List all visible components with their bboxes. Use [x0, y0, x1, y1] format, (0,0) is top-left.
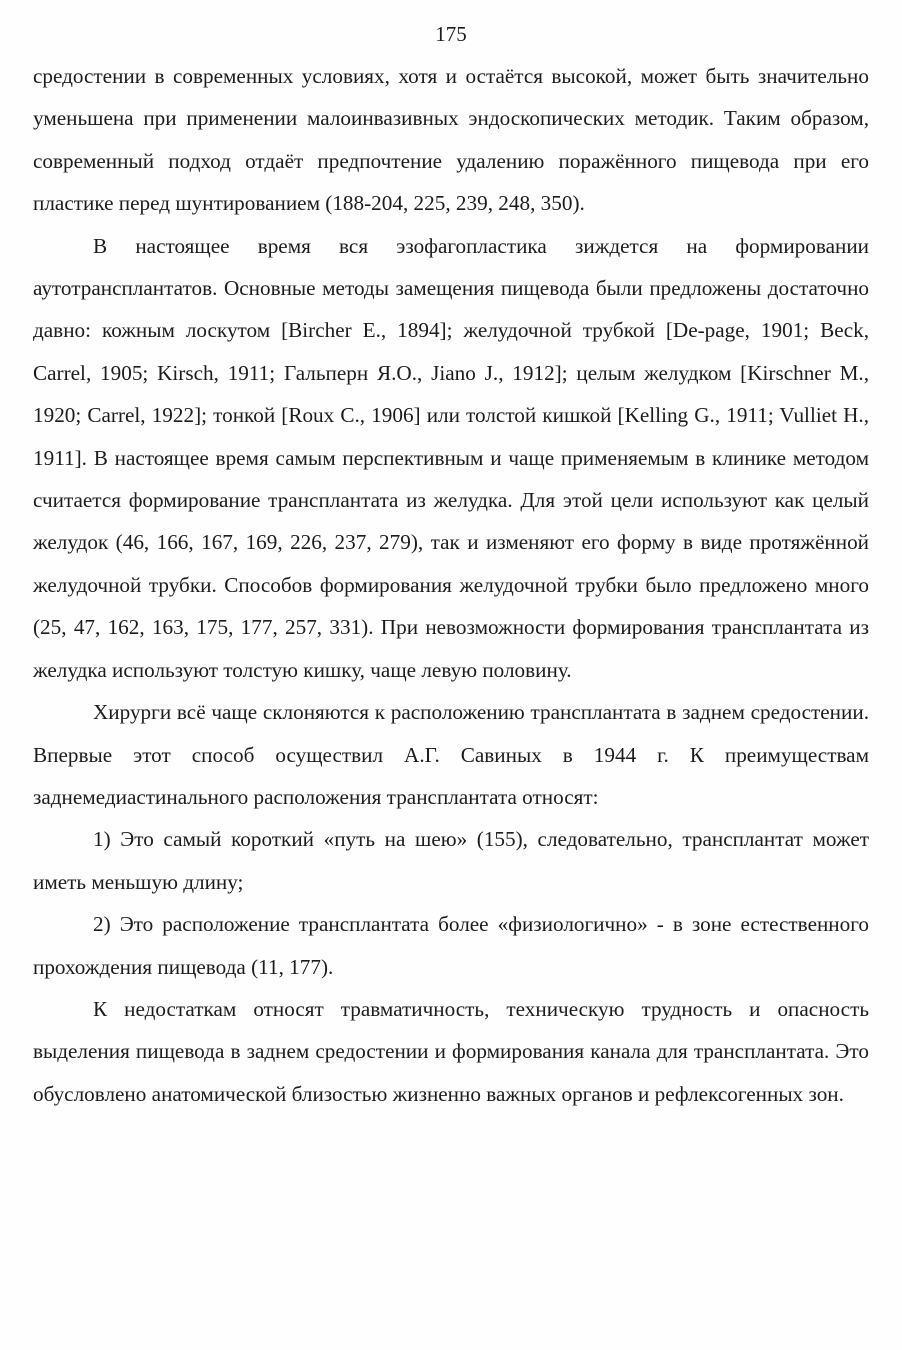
list-item-advantage-1: 1) Это самый короткий «путь на шею» (155), следовательно, трансплантат может иметь меньшую длину; [33, 827, 869, 894]
paragraph-posterior-mediastinum: Хирурги всё чаще склоняются к расположению трансплантата в заднем средостении. Впервые этот способ осуществил А.Г. Савиных в 1944 г. К преимуществам заднемедиастинального расположения трансплантата относят: [33, 700, 869, 809]
page-number: 175 [435, 22, 467, 46]
paragraph-esophagoplasty-methods: В настоящее время вся эзофагопластика зиждется на формировании аутотрансплантатов. Основные методы замещения пищевода были предложены достаточно давно: кожным лоскутом [Bircher E., 1894]; желудочной трубкой [De-page, 1901; Beck, Carrel, 1905; Kirsch, 1911; Гальперн Я.О., Jiano J., 1912]; целым желудком [Kirschner M., 1920; Carrel, 1922]; тонкой [Roux C., 1906] или толстой кишкой [Kelling G., 1911; Vulliet H., 1911]. В настоящее время самым перспективным и чаще применяемым в клинике методом считается формирование трансплантата из желудка. Для этой цели используют как целый желудок (46, 166, 167, 169, 226, 237, 279), так и изменяют его форму в виде протяжённой желудочной трубки. Способов формирования желудочной трубки было предложено много (25, 47, 162, 163, 175, 177, 257, 331). При невозможности формирования трансплантата из желудка используют толстую кишку, чаще левую половину. [33, 233, 869, 682]
document-body [33, 55, 869, 1115]
paragraph-continuation: средостении в современных условиях, хотя и остаётся высокой, может быть значительно уменьшена при применении малоинвазивных эндоскопических методик. Таким образом, современный подход отдаёт предпочтение удалению поражённого пищевода при его пластике перед шунтированием (188-204, 225, 239, 248, 350). [33, 64, 869, 216]
paragraph-disadvantages: К недостаткам относят травматичность, техническую трудность и опасность выделения пищевода в заднем средостении и формирования канала для трансплантата. Это обусловлено анатомической близостью жизненно важных органов и рефлексогенных зон. [33, 996, 869, 1106]
list-item-advantage-2: 2) Это расположение трансплантата более «физиологично» - в зоне естественного прохождения пищевода (11, 177). [33, 912, 869, 979]
